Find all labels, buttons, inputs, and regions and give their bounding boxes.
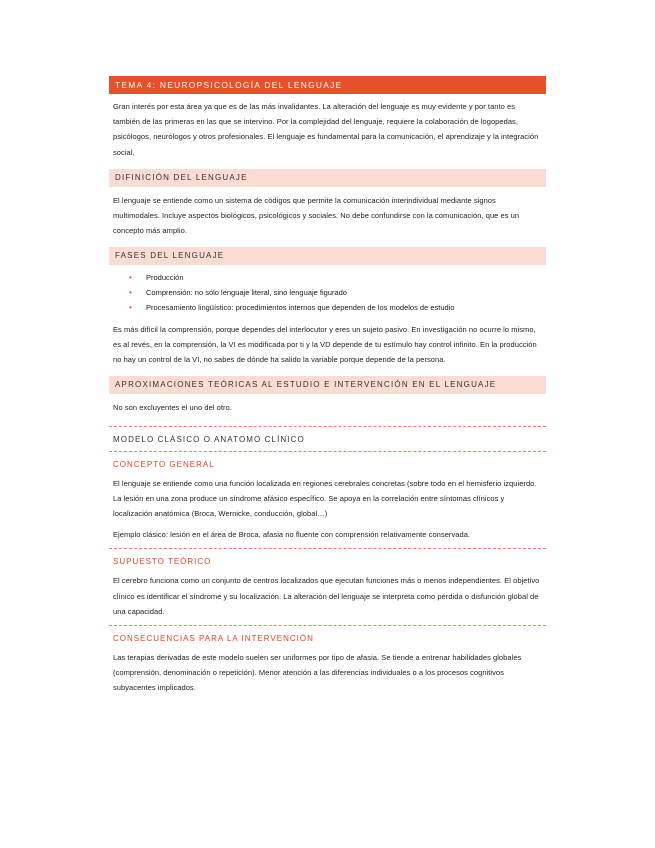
- section-divider: [109, 548, 546, 549]
- definition-paragraph: El lenguaje se entiende como un sistema de códigos que permite la comunicación interindividual mediante signos multimodales. Incluye aspectos biológicos, psicológicos y sociales. No debe confundirse con la comunicación, que es un concepto más amplio.: [113, 195, 520, 236]
- intro-paragraph: Gran interés por esta área ya que es de las más invalidantes. La alteración del lenguaje es muy evidente y por tanto es también de las primeras en las que se intervino. Por la complejidad del lenguaje, requiere la colaboración de logopedas, psicólogos, neurólogos y otros profesionales. El lenguaje es fundamental para la comunicación, el aprendizaje y la integración social.: [113, 102, 539, 157]
- bullet-icon: •: [129, 288, 132, 298]
- phases-paragraph: Es más difícil la comprensión, porque dependes del interlocutor y eres un sujeto pasivo. En investigación no ocurre lo mismo, es al revés, en la comprensión, la VI es modificada por ti y la VD depende de tu estímulo hay control infinito. En la producción no hay un control de la VI, no sabes de dónde ha salido la variable porque depende de la persona.: [113, 324, 537, 365]
- general-concept-paragraph: El lenguaje se entiende como una función localizada en regiones cerebrales concretas (sobre todo en el hemisferio izquierdo. La lesión en una zona produce un síndrome afásico específico. Se apoya en la correlación entre síntomas clínicos y localización anatómica (Broca, Wernicke, conducción, global…): [113, 478, 537, 519]
- example-paragraph: Ejemplo clásico: lesión en el área de Broca, afasia no fluente con comprensión relativamente conservada.: [113, 530, 471, 540]
- page-title: TEMA 4: NEUROPSICOLOGÍA DEL LENGUAJE: [109, 76, 546, 94]
- general-concept-heading: CONCEPTO GENERAL: [113, 459, 215, 469]
- list-item-text: Comprensión: no sólo lenguaje literal, sino lenguaje figurado: [146, 288, 347, 298]
- model-heading: MODELO CLÁSICO O ANATOMO CLÍNICO: [113, 434, 305, 444]
- bullet-icon: •: [129, 303, 132, 313]
- list-item: [129, 286, 546, 301]
- section-divider: [109, 451, 546, 452]
- list-item-text: Producción: [146, 273, 184, 283]
- list-item-text: Procesamiento lingüístico: procedimientos internos que dependen de los modelos de estudio: [146, 303, 455, 313]
- theory-paragraph: El cerebro funciona como un conjunto de centros localizados que ejecutan funciones más o menos independientes. El objetivo clínico es identificar el síndrome y su localización. La alteración del lenguaje se interpreta como pérdida o disfunción global de una capacidad.: [113, 576, 540, 616]
- phases-list: [109, 271, 546, 315]
- approaches-heading: APROXIMACIONES TEÓRICAS AL ESTUDIO E INTERVENCIÓN EN EL LENGUAJE: [109, 376, 546, 394]
- section-divider: [109, 426, 546, 427]
- phases-heading: FASES DEL LENGUAJE: [109, 247, 546, 265]
- theory-heading: SUPUESTO TEÓRICO: [113, 557, 212, 567]
- list-item: [129, 301, 546, 316]
- definition-heading: DIFINICIÓN DEL LENGUAJE: [109, 169, 546, 187]
- section-divider: [109, 625, 546, 626]
- list-item: [129, 271, 546, 286]
- consequences-heading: CONSECUENCIAS PARA LA INTERVENCIÓN: [113, 634, 314, 644]
- bullet-icon: •: [129, 273, 132, 283]
- consequences-paragraph: Las terapias derivadas de este modelo suelen ser uniformes por tipo de afasia. Se tiende a entrenar habilidades globales (comprensión, denominación o repetición). Menor atención a las diferencias individuales o a los procesos cognitivos subyacentes implicados.: [113, 653, 522, 693]
- document-page: [109, 76, 546, 702]
- approaches-paragraph: No son excluyentes el uno del otro.: [113, 403, 232, 413]
